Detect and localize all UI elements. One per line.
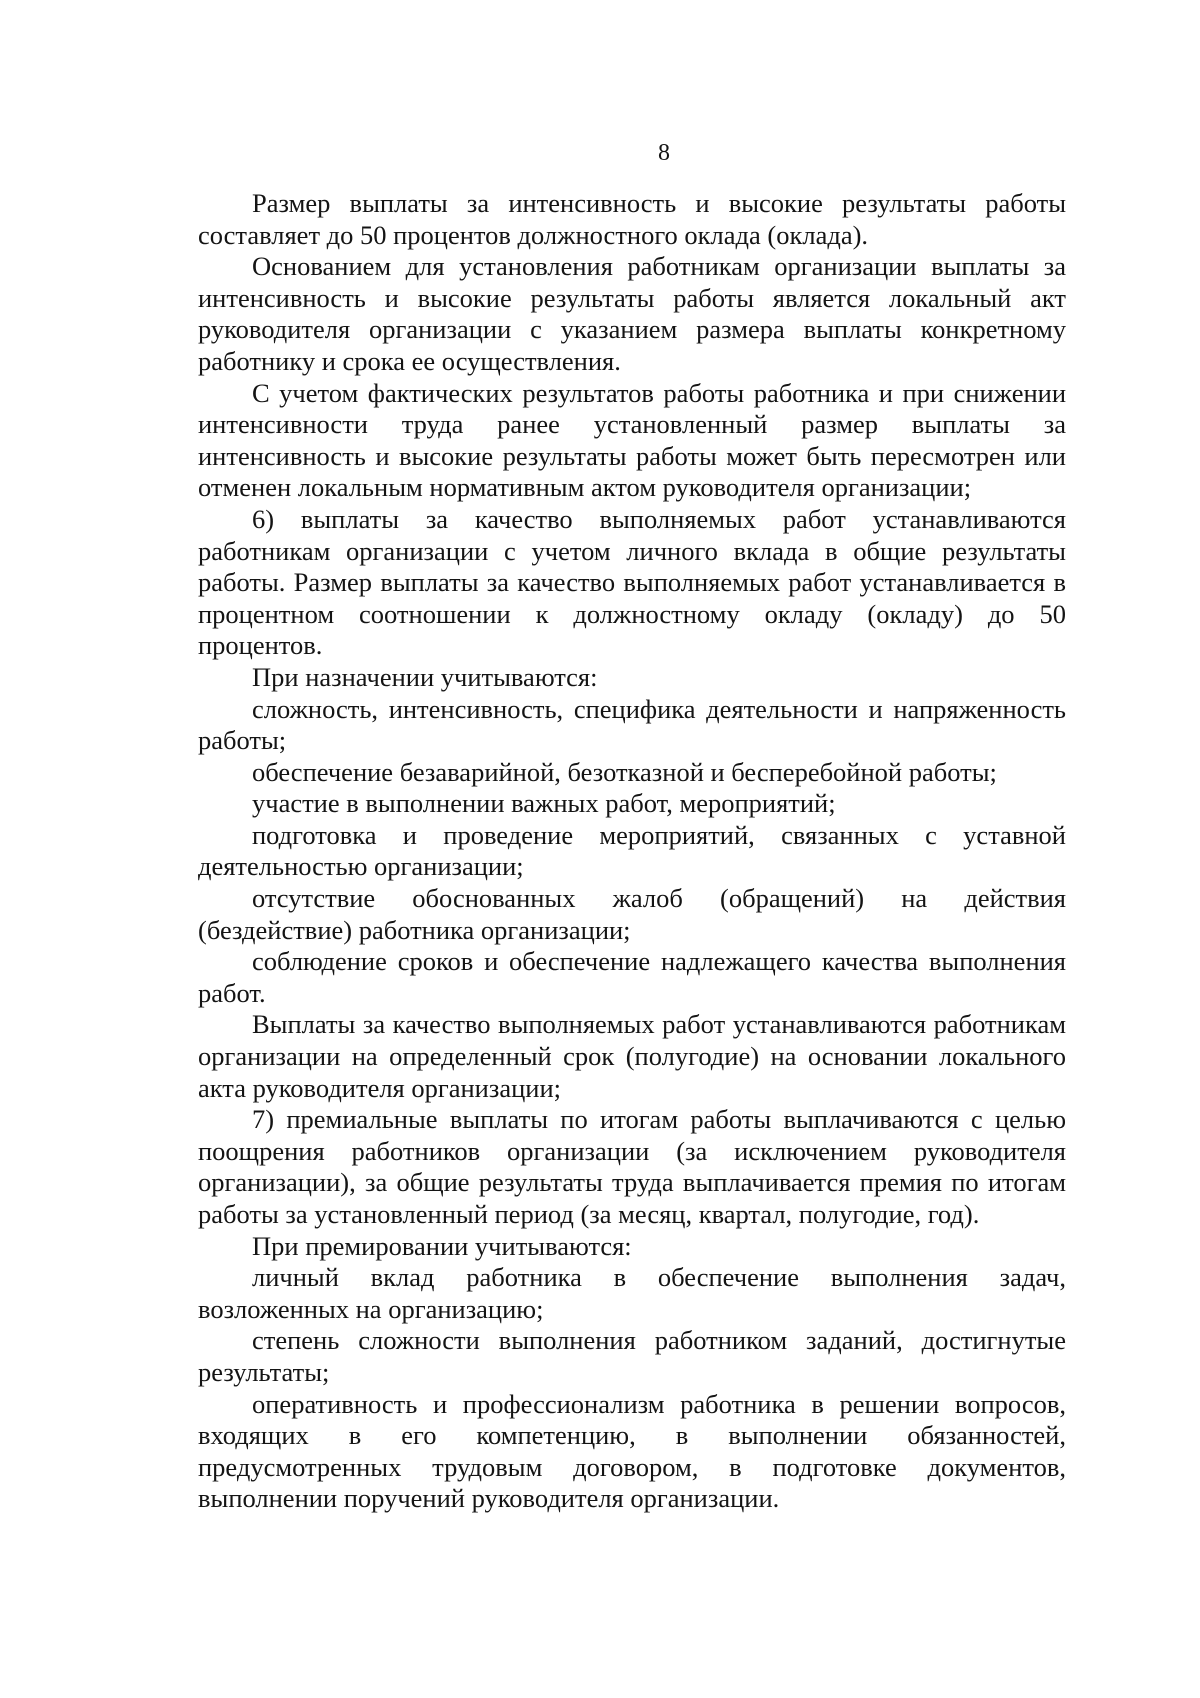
list-item-trouble-free-work: обеспечение безаварийной, безотказной и бесперебойной работы; bbox=[252, 756, 997, 787]
paragraph-quality-payment-term: Выплаты за качество выполняемых работ устанавливаются работникам организации на определенный срок (полугодие) на основании локального акта руководителя организации; bbox=[198, 1009, 1066, 1103]
paragraph-basis-for-payment: Основанием для установления работникам организации выплаты за интенсивность и высокие результаты работы является локальный акт руководителя организации с указанием размера выплаты конкретному работнику и срока ее осуществления. bbox=[198, 251, 1066, 376]
paragraph-assignment-criteria-heading: При назначении учитываются: bbox=[252, 661, 598, 692]
list-item-personal-contribution: личный вклад работника в обеспечение выполнения задач, возложенных на организацию; bbox=[198, 1262, 1066, 1324]
paragraph-item-7-bonus-payments: 7) премиальные выплаты по итогам работы выплачиваются с целью поощрения работников организации (за исключением руководителя организации), за общие результаты труда выплачивается премия по итогам работы за установленный период (за месяц, квартал, полугодие, год). bbox=[198, 1104, 1066, 1229]
list-item-participation: участие в выполнении важных работ, мероприятий; bbox=[252, 788, 836, 819]
list-item-no-complaints: отсутствие обоснованных жалоб (обращений) на действия (бездействие) работника организации; bbox=[198, 883, 1066, 945]
list-item-task-complexity: степень сложности выполнения работником заданий, достигнутые результаты; bbox=[198, 1325, 1066, 1387]
list-item-preparation-of-events: подготовка и проведение мероприятий, связанных с уставной деятельностью организации; bbox=[198, 819, 1066, 882]
paragraph-payment-size: Размер выплаты за интенсивность и высокие результаты работы составляет до 50 процентов должностного оклада (оклада). bbox=[198, 188, 1066, 250]
list-item-complexity: сложность, интенсивность, специфика деятельности и напряженность работы; bbox=[198, 693, 1066, 756]
paragraph-bonus-criteria-heading: При премировании учитываются: bbox=[252, 1230, 632, 1261]
list-item-deadlines-quality: соблюдение сроков и обеспечение надлежащего качества выполнения работ. bbox=[198, 946, 1066, 1008]
paragraph-item-6-quality-payments: 6) выплаты за качество выполняемых работ устанавливаются работникам организации с учетом личного вклада в общие результаты работы. Размер выплаты за качество выполняемых работ устанавливается в процентном соотношении к должностному окладу (окладу) до 50 процентов. bbox=[198, 503, 1066, 661]
page-number: 8 bbox=[658, 140, 670, 166]
document-body bbox=[198, 188, 1066, 1515]
list-item-efficiency-professionalism: оперативность и профессионализм работника в решении вопросов, входящих в его компетенцию, в выполнении обязанностей, предусмотренных трудовым договором, в подготовке документов, выполнении поручений руководителя организации. bbox=[198, 1388, 1066, 1514]
paragraph-revision-of-payment: С учетом фактических результатов работы работника и при снижении интенсивности труда ранее установленный размер выплаты за интенсивность и высокие результаты работы может быть пересмотрен или отменен локальным нормативным актом руководителя организации; bbox=[198, 377, 1066, 503]
